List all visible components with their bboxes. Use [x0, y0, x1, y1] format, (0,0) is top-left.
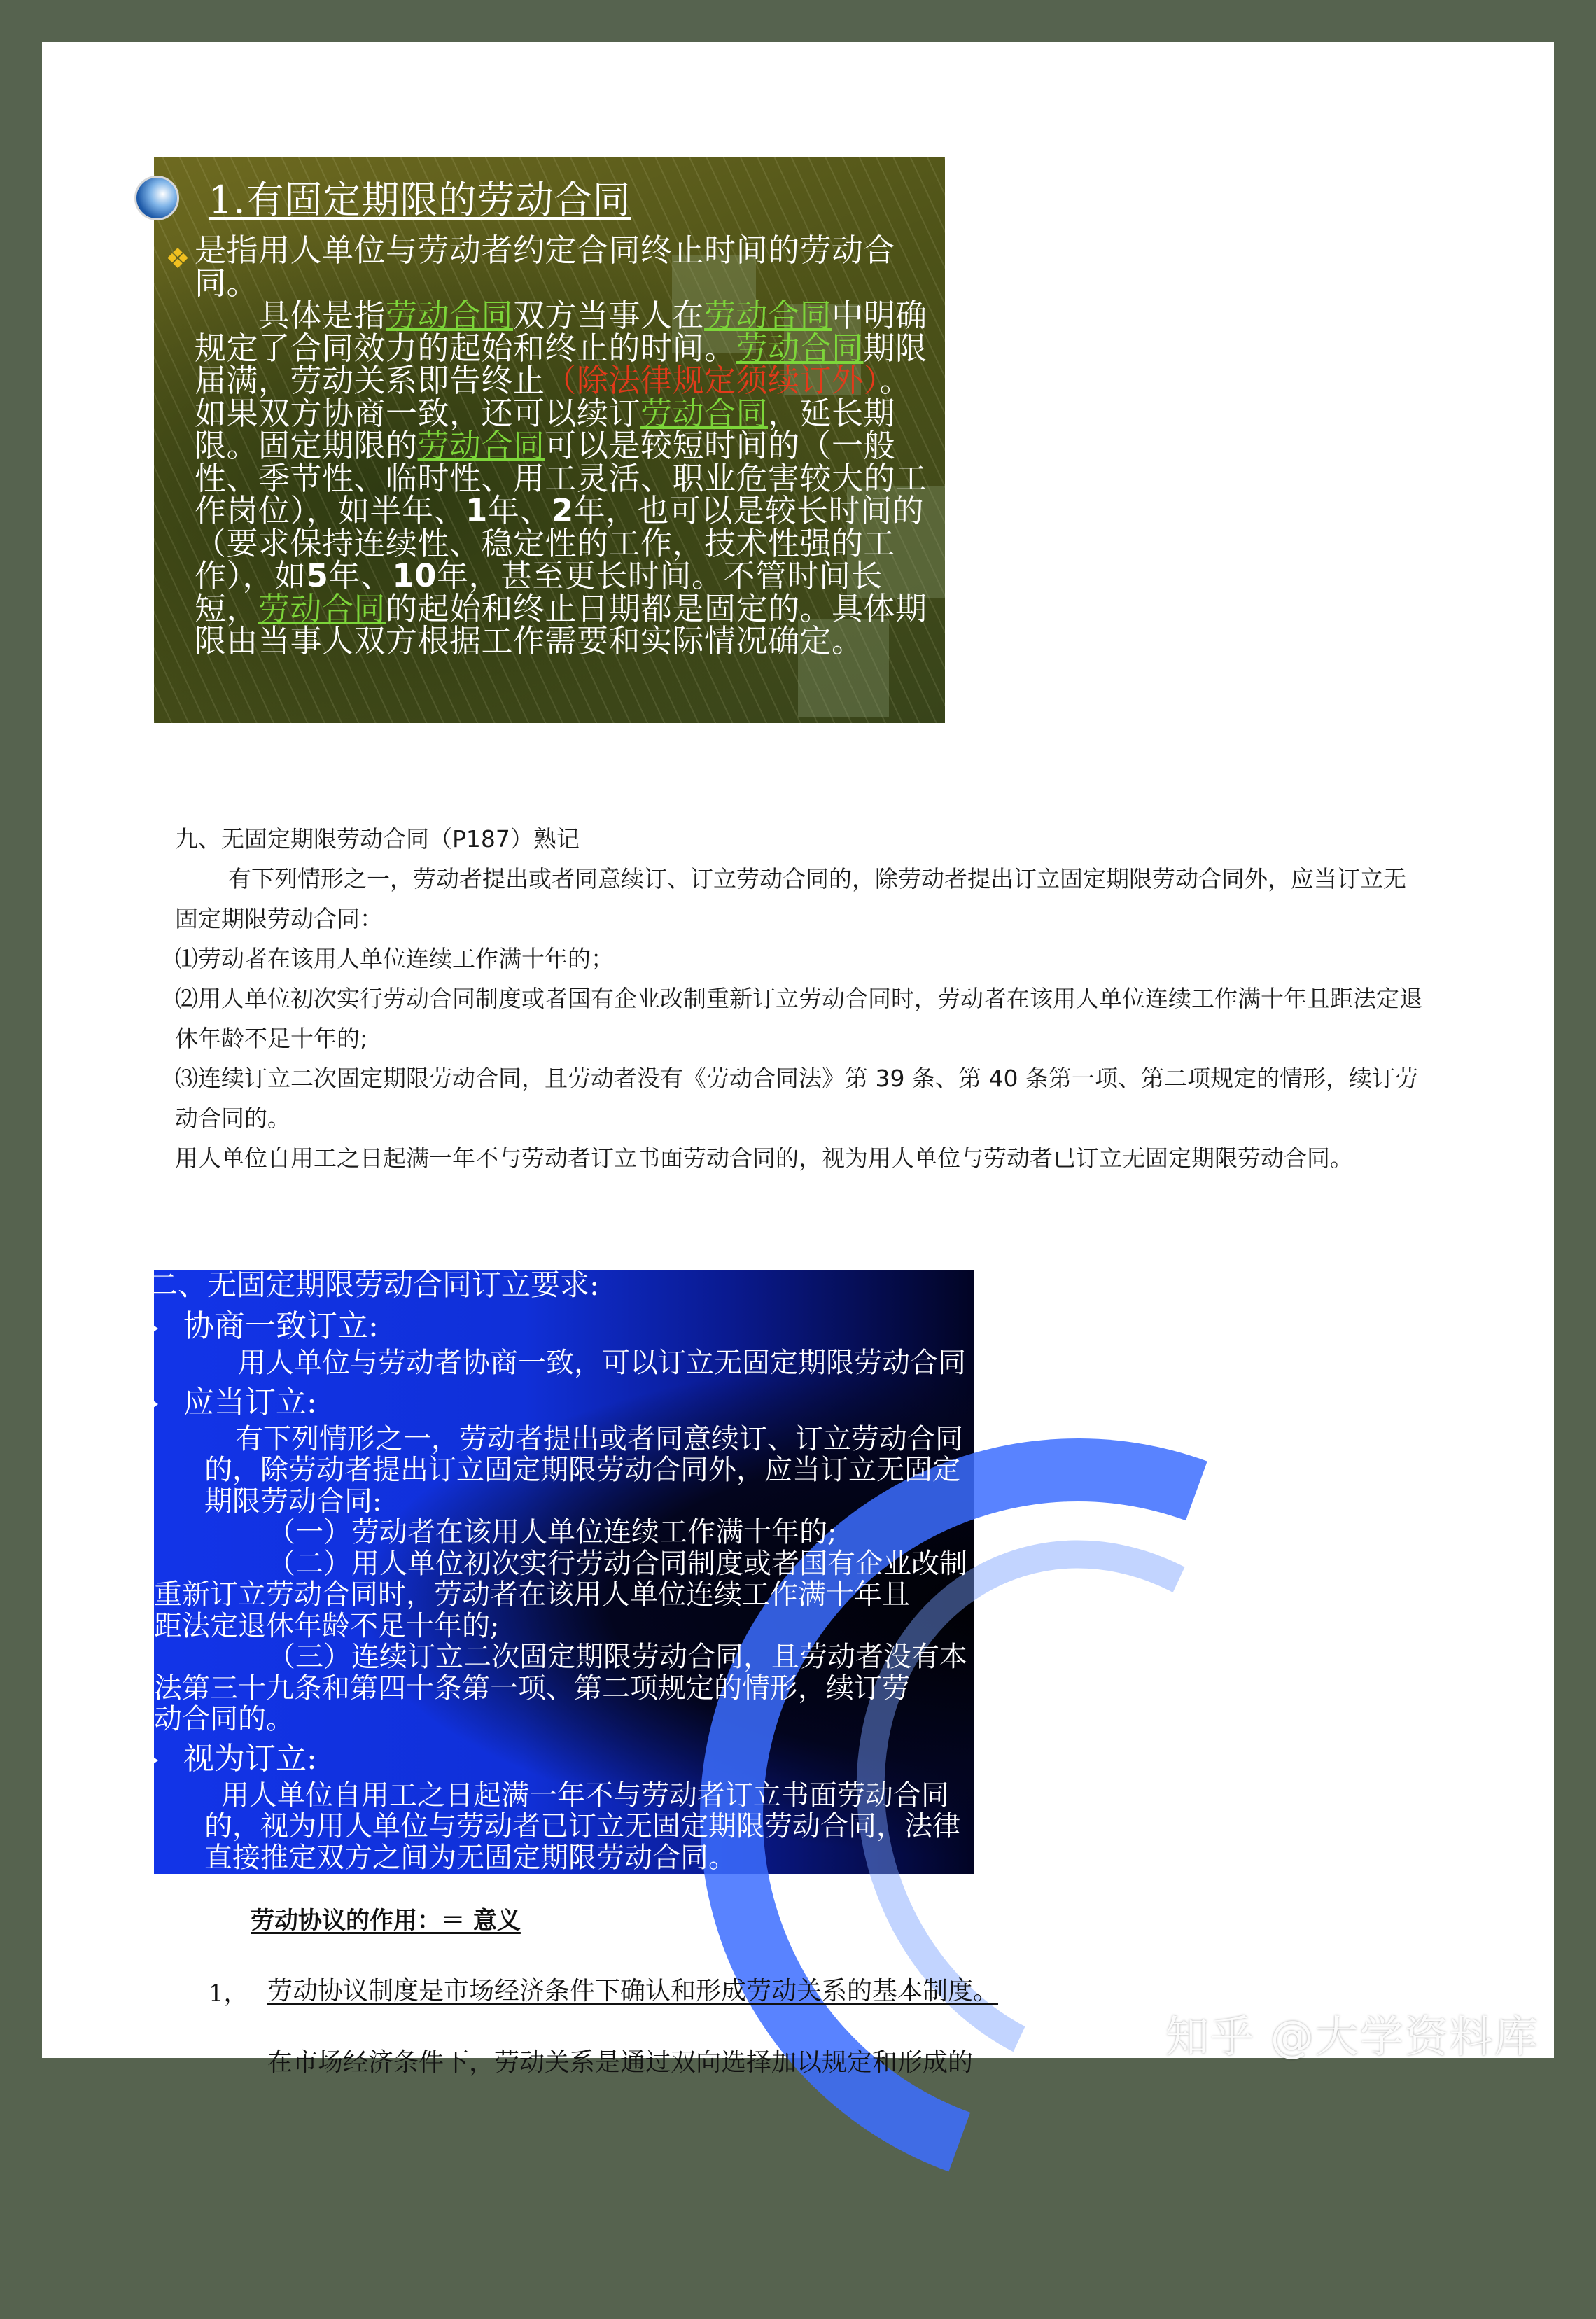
body-text: 的起始和终止日期都是固定的。具体期限由当事人双方根据工作需要和实际情况确定。	[195, 589, 927, 659]
slide-line: 动合同的。	[154, 1703, 294, 1735]
slide-body-text	[148, 1268, 981, 1873]
section-heading: 九、无固定期限劳动合同（P187）熟记	[175, 825, 580, 853]
body-text: 中明确规定了合同效力的起始和终止的时间。	[195, 297, 927, 367]
number-text: 1	[465, 492, 488, 529]
link-term: 劳动合同	[386, 297, 514, 334]
slide-fixed-term-contract	[154, 157, 945, 723]
body-text: ，延长期限。固定期限的	[195, 394, 896, 464]
point-text: 劳动协议制度是市场经济条件下确认和形成劳动关系的基本制度。	[267, 1977, 999, 2005]
slide-body-text	[195, 234, 937, 658]
link-term: 劳动合同	[704, 297, 832, 334]
body-text: 是指用人单位与劳动者约定合同终止时间的劳动合同。	[195, 232, 896, 302]
agreement-title: 劳动协议的作用：＝ 意义	[251, 1907, 521, 1935]
slide-heading: 二、无固定期限劳动合同订立要求:	[148, 1268, 600, 1302]
body-text: 年，也可以是较长时间的（要求保持连续性、稳定性的工作，技术性强的工作），如	[195, 492, 925, 594]
slide-badge-icon	[134, 176, 179, 220]
slide-title: 1.有固定期限的劳动合同	[209, 178, 631, 222]
note-text: （除法律规定须续订外）	[545, 362, 880, 399]
link-term: 劳动合同	[736, 329, 864, 367]
point-number: 1，	[209, 1980, 248, 2008]
slide-line: 距法定退休年龄不足十年的;	[154, 1609, 500, 1642]
slide-line: 的，除劳动者提出订立固定期限劳动合同外，应当订立无固定	[204, 1454, 960, 1486]
list-item: ⑴劳动者在该用人单位连续工作满十年的；	[175, 945, 614, 972]
slide-line: 用人单位自用工之日起满一年不与劳动者订立书面劳动合同	[221, 1779, 949, 1812]
slide-line: （一）劳动者在该用人单位连续工作满十年的;	[267, 1516, 837, 1548]
section-label: 应当订立:	[183, 1384, 317, 1420]
section-label: 视为订立:	[183, 1740, 317, 1777]
slide-line: 重新订立劳动合同时，劳动者在该用人单位连续工作满十年且	[154, 1578, 910, 1611]
slide-indefinite-term-requirements	[148, 1268, 974, 1874]
slide-line: 的，视为用人单位与劳动者已订立无固定期限劳动合同，法律	[204, 1810, 960, 1842]
cut-off-line: 在市场经济条件下，劳动关系是通过双向选择加以规定和形成的	[267, 2048, 974, 2077]
slide-line: （三）连续订立二次固定期限劳动合同，且劳动者没有本	[267, 1641, 967, 1673]
watermark-text: 知乎 @大学资料库	[1166, 2011, 1539, 2062]
document-page	[42, 42, 1554, 2077]
slide-line: 法第三十九条和第四十条第一项、第二项规定的情形，续订劳	[154, 1672, 910, 1704]
triangle-bullet-icon	[148, 1753, 158, 1767]
slide-line: （二）用人单位初次实行劳动合同制度或者国有企业改制	[267, 1547, 967, 1580]
body-text: 年，甚至更长时间。不管时间长短，	[195, 557, 883, 627]
slide-line: 期限劳动合同:	[204, 1485, 382, 1518]
document-text	[175, 819, 1428, 1178]
body-text: 具体是指	[195, 297, 386, 334]
body-text: 期限届满，劳动关系即告终止	[195, 329, 927, 399]
intro-paragraph: 有下列情形之一，劳动者提出或者同意续订、订立劳动合同的，除劳动者提出订立固定期限劳动合同外，应当订立无固定期限劳动合同：	[175, 865, 1406, 932]
body-text: 可以是较短时间的（一般性、季节性、临时性、用工灵活、职业危害较大的工作岗位），如半年、	[195, 427, 927, 529]
body-text: 年、	[487, 492, 552, 529]
closing-paragraph: 用人单位自用工之日起满一年不与劳动者订立书面劳动合同的，视为用人单位与劳动者已订立无固定期限劳动合同。	[175, 1144, 1353, 1172]
slide-line: 有下列情形之一，劳动者提出或者同意续订、订立劳动合同	[235, 1422, 963, 1455]
list-item: ⑶连续订立二次固定期限劳动合同，且劳动者没有《劳动合同法》第 39 条、第 40 条第一项、第二项规定的情形，续订劳动合同的。	[175, 1065, 1418, 1132]
number-text: 5	[306, 557, 329, 594]
link-term: 劳动合同	[417, 427, 545, 464]
body-text: 双方当事人在	[513, 297, 705, 334]
link-term: 劳动合同	[258, 589, 386, 627]
slide-line: 直接推定双方之间为无固定期限劳动合同。	[204, 1841, 736, 1874]
number-text: 2	[551, 492, 574, 529]
list-item: ⑵用人单位初次实行劳动合同制度或者国有企业改制重新订立劳动合同时，劳动者在该用人单位连续工作满十年且距法定退休年龄不足十年的;	[175, 985, 1422, 1052]
body-text: 。如果双方协商一致，还可以续订	[195, 362, 912, 432]
slide-line: 用人单位与劳动者协商一致，可以订立无固定期限劳动合同	[238, 1347, 966, 1379]
body-text: 年、	[328, 557, 393, 594]
diamond-bullet-icon: ❖	[165, 243, 190, 275]
triangle-bullet-icon	[148, 1322, 158, 1336]
link-term: 劳动合同	[640, 394, 769, 432]
triangle-bullet-icon	[148, 1397, 158, 1411]
section-label: 协商一致订立:	[183, 1308, 379, 1344]
number-text: 10	[392, 557, 437, 594]
